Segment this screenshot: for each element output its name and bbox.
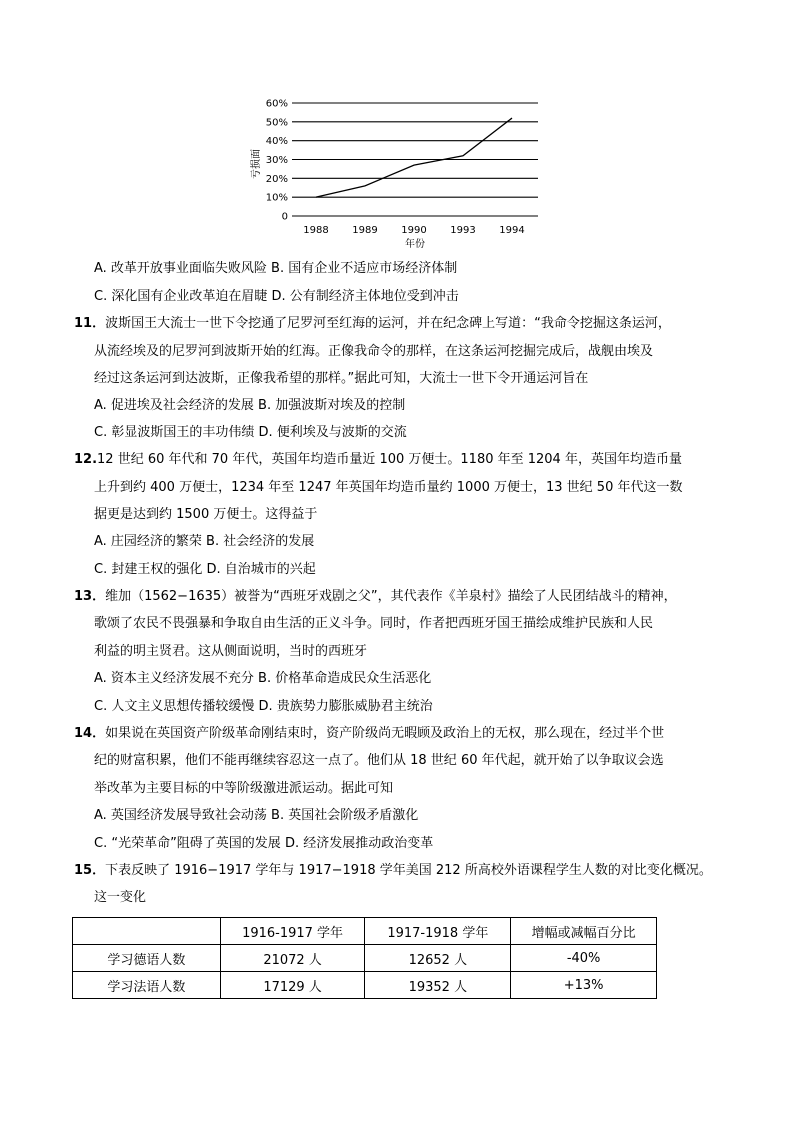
loss-rate-line-chart [240, 92, 550, 252]
q13-stem-line3: 利益的明主贤君。这从侧面说明，当时的西班牙 [94, 644, 368, 659]
x-axis-label: 年份 [405, 239, 425, 250]
q15-text: 下表反映了 1916−1917 学年与 1917−1918 学年美国 212 所高校外语课程学生人数的对比变化概况。 [105, 863, 712, 878]
q12-option-ab: A. 庄园经济的繁荣 B. 社会经济的发展 [94, 534, 315, 549]
q10-option-cd: C. 深化国有企业改革迫在眉睫 D. 公有制经济主体地位受到冲击 [94, 289, 459, 304]
q13-option-cd: C. 人文主义思想传播较缓慢 D. 贵族势力膨胀威胁君主统治 [94, 699, 433, 714]
q13-stem-line1 [74, 587, 677, 607]
q14-stem-line3: 举改革为主要目标的中等阶级激进派运动。据此可知 [94, 781, 394, 796]
y-tick-label: 60% [265, 98, 288, 110]
table-cell: 学习德语人数 [73, 945, 221, 972]
q10-option-ab: A. 改革开放事业面临失败风险 B. 国有企业不适应市场经济体制 [94, 261, 458, 276]
x-tick-label: 1989 [352, 225, 378, 236]
table-cell: 19352 人 [365, 972, 511, 999]
q11-option-ab: A. 促进埃及社会经济的发展 B. 加强波斯对埃及的控制 [94, 398, 406, 413]
table-row [73, 945, 657, 972]
q14-option-ab: A. 英国经济发展导致社会动荡 B. 英国社会阶级矛盾激化 [94, 808, 419, 823]
y-tick-label: 40% [265, 136, 288, 148]
q13-stem-line2: 歌颂了农民不畏强暴和争取自由生活的正义斗争。同时，作者把西班牙国王描绘成维护民族和人民 [94, 616, 654, 631]
q12-text: 12 世纪 60 年代和 70 年代，英国年均造币量近 100 万便士。1180 年至 1204 年，英国年均造币量 [97, 452, 682, 467]
y-tick-label: 50% [265, 117, 288, 129]
q11-stem-line2: 从流经埃及的尼罗河到波斯开始的红海。正像我命令的那样，在这条运河挖掘完成后，战舰由埃及 [94, 344, 654, 359]
y-tick-label: 0 [281, 211, 288, 223]
table-cell: -40% [511, 945, 657, 972]
q11-stem-line3: 经过这条运河到达波斯，正像我希望的那样。”据此可知，大流士一世下令开通运河旨在 [94, 371, 589, 386]
q12-option-cd: C. 封建王权的强化 D. 自治城市的兴起 [94, 562, 316, 577]
x-tick-label: 1994 [499, 225, 525, 236]
q15-stem-line1 [74, 861, 712, 881]
q14-stem-line2: 纪的财富积累，他们不能再继续容忍这一点了。他们从 18 世纪 60 年代起，就开始了以争取议会选 [94, 753, 664, 768]
q14-stem-line1 [74, 724, 664, 744]
q15-number: 15． [74, 863, 106, 878]
table-cell: 学习法语人数 [73, 972, 221, 999]
y-axis-label: 亏损面 [251, 149, 262, 179]
table-header-cell: 1917-1918 学年 [365, 918, 511, 945]
q11-number: 11． [74, 316, 106, 331]
y-tick-label: 10% [265, 192, 288, 204]
q12-number: 12. [74, 452, 98, 467]
q14-number: 14． [74, 726, 106, 741]
q14-option-cd: C. “光荣革命”阻碍了英国的发展 D. 经济发展推动政治变革 [94, 836, 434, 851]
table-cell: 21072 人 [220, 945, 365, 972]
q11-option-cd: C. 彰显波斯国王的丰功伟绩 D. 便利埃及与波斯的交流 [94, 425, 407, 440]
table-header-row [73, 918, 657, 945]
q15-stem-line2: 这一变化 [94, 890, 147, 905]
q13-option-ab: A. 资本主义经济发展不充分 B. 价格革命造成民众生活恶化 [94, 671, 432, 686]
table-row [73, 972, 657, 999]
q12-stem-line2: 上升到约 400 万便士，1234 年至 1247 年英国年均造币量约 1000 万便士，13 世纪 50 年代这一数 [94, 480, 683, 495]
x-tick-label: 1988 [303, 225, 329, 236]
q12-stem-line1 [74, 450, 682, 470]
table-cell: +13% [511, 972, 657, 999]
y-tick-label: 30% [265, 155, 288, 166]
y-tick-label: 20% [265, 173, 288, 185]
q13-text: 维加（1562−1635）被誉为“西班牙戏剧之父”，其代表作《羊泉村》描绘了人民团结战斗的精神， [105, 589, 677, 604]
table-header-cell [73, 918, 221, 945]
table-header-cell: 1916-1917 学年 [220, 918, 365, 945]
q14-text: 如果说在英国资产阶级革命刚结束时，资产阶级尚无暇顾及政治上的无权，那么现在，经过半个世 [105, 726, 665, 741]
table-cell: 12652 人 [365, 945, 511, 972]
q12-stem-line3: 据更是达到约 1500 万便士。这得益于 [94, 507, 318, 522]
q11-text: 波斯国王大流士一世下令挖通了尼罗河至红海的运河，并在纪念碑上写道：“我命令挖掘这条运河， [105, 316, 671, 331]
table-cell: 17129 人 [220, 972, 365, 999]
q11-stem-line1 [74, 314, 671, 334]
q13-number: 13． [74, 589, 106, 604]
table-header-cell: 增幅或减幅百分比 [511, 918, 657, 945]
x-tick-label: 1993 [450, 225, 476, 236]
x-tick-label: 1990 [401, 225, 427, 236]
loss-rate-series-line [316, 118, 512, 197]
language-students-table [72, 917, 657, 999]
